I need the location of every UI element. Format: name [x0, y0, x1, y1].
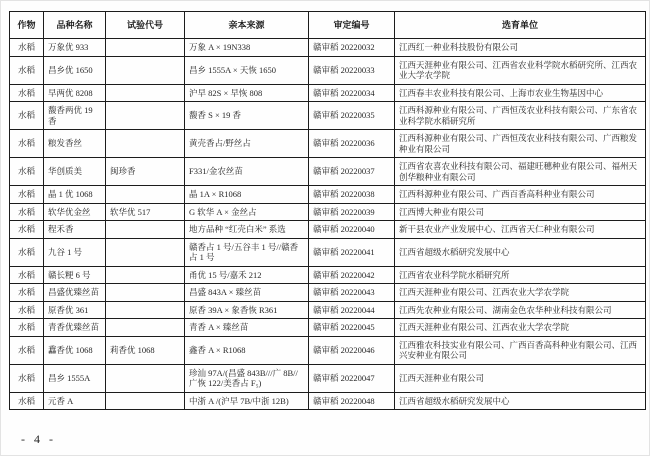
- table-row: [10, 84, 646, 102]
- column-header-parent_source: 亲本来源: [185, 12, 309, 39]
- cell-trial_code: [106, 56, 185, 84]
- table-row: [10, 301, 646, 319]
- cell-parent_source: 沪早 82S × 早恢 808: [185, 84, 309, 102]
- cell-variety: 万象优 933: [44, 39, 106, 57]
- cell-breeder: 江西科源种业有限公司、广西恒茂农业科技有限公司、广西粮发种业有限公司: [395, 130, 646, 158]
- cell-parent_source: 万象 A × 19N338: [185, 39, 309, 57]
- column-header-variety: 品种名称: [44, 12, 106, 39]
- cell-breeder: 江西天涯种业有限公司、江西农业大学农学院: [395, 319, 646, 337]
- cell-breeder: 江西天涯种业有限公司、江西农业大学农学院: [395, 284, 646, 302]
- table-row: [10, 266, 646, 284]
- cell-crop: 水稻: [10, 266, 44, 284]
- cell-approval_no: 赣审稻 20220043: [309, 284, 395, 302]
- cell-trial_code: [106, 301, 185, 319]
- cell-trial_code: [106, 319, 185, 337]
- cell-crop: 水稻: [10, 56, 44, 84]
- cell-parent_source: 赣香占 1 号/五谷丰 1 号//赣香占 1 号: [185, 238, 309, 266]
- cell-approval_no: 赣审稻 20220047: [309, 364, 395, 392]
- cell-crop: 水稻: [10, 39, 44, 57]
- cell-approval_no: 赣审稻 20220046: [309, 336, 395, 364]
- cell-variety: 软华优金丝: [44, 203, 106, 221]
- cell-variety: 昌盛优臻丝苗: [44, 284, 106, 302]
- cell-breeder: 江西红一种业科技股份有限公司: [395, 39, 646, 57]
- cell-breeder: 新干县农业产业发展中心、江西省天仁种业有限公司: [395, 221, 646, 239]
- cell-parent_source: 中浙 A /(沪早 7B/中浙 12B): [185, 392, 309, 410]
- cell-trial_code: [106, 39, 185, 57]
- cell-crop: 水稻: [10, 221, 44, 239]
- cell-approval_no: 赣审稻 20220036: [309, 130, 395, 158]
- cell-trial_code: [106, 186, 185, 204]
- cell-variety: 馫香优 1068: [44, 336, 106, 364]
- cell-crop: 水稻: [10, 364, 44, 392]
- table-header-row: [10, 12, 646, 39]
- cell-breeder: 江西春丰农业科技有限公司、上海市农业生物基因中心: [395, 84, 646, 102]
- cell-parent_source: 昌盛 843A × 臻丝苗: [185, 284, 309, 302]
- cell-crop: 水稻: [10, 158, 44, 186]
- cell-trial_code: [106, 221, 185, 239]
- cell-approval_no: 赣审稻 20220032: [309, 39, 395, 57]
- table-row: [10, 364, 646, 392]
- cell-trial_code: [106, 364, 185, 392]
- cell-variety: 华创质美: [44, 158, 106, 186]
- cell-parent_source: 昌乡 1555A × 天恢 1650: [185, 56, 309, 84]
- cell-crop: 水稻: [10, 84, 44, 102]
- cell-crop: 水稻: [10, 392, 44, 410]
- cell-approval_no: 赣审稻 20220045: [309, 319, 395, 337]
- cell-variety: 元香 A: [44, 392, 106, 410]
- table-row: [10, 158, 646, 186]
- table-row: [10, 56, 646, 84]
- cell-variety: 晶 1 优 1068: [44, 186, 106, 204]
- cell-trial_code: [106, 266, 185, 284]
- table-row: [10, 336, 646, 364]
- cell-breeder: 江西先农种业有限公司、湖南金色农华种业科技有限公司: [395, 301, 646, 319]
- cell-variety: 粮发香丝: [44, 130, 106, 158]
- variety-approval-table: [9, 11, 646, 410]
- page-number: - 4 -: [21, 432, 56, 446]
- cell-breeder: 江西省农业科学院水稻研究所: [395, 266, 646, 284]
- table-row: [10, 203, 646, 221]
- cell-variety: 昌乡 1555A: [44, 364, 106, 392]
- cell-breeder: 江西科源种业有限公司、广西恒茂农业科技有限公司、广东省农业科学院水稻研究所: [395, 102, 646, 130]
- cell-parent_source: 珍汕 97A/(昌盛 843B///广 8B//广恢 122/美香占 F₅): [185, 364, 309, 392]
- cell-crop: 水稻: [10, 238, 44, 266]
- cell-parent_source: 原香 39A × 象香恢 R361: [185, 301, 309, 319]
- cell-trial_code: [106, 284, 185, 302]
- cell-approval_no: 赣审稻 20220048: [309, 392, 395, 410]
- cell-crop: 水稻: [10, 203, 44, 221]
- cell-variety: 原香优 361: [44, 301, 106, 319]
- table-row: [10, 392, 646, 410]
- cell-approval_no: 赣审稻 20220042: [309, 266, 395, 284]
- cell-breeder: 江西雅农科技实业有限公司、广西百香高科种业有限公司、江西兴安种业有限公司: [395, 336, 646, 364]
- cell-approval_no: 赣审稻 20220037: [309, 158, 395, 186]
- table-row: [10, 238, 646, 266]
- cell-crop: 水稻: [10, 284, 44, 302]
- table-row: [10, 130, 646, 158]
- cell-variety: 赣长粳 6 号: [44, 266, 106, 284]
- table-row: [10, 102, 646, 130]
- cell-breeder: 江西天涯种业有限公司: [395, 364, 646, 392]
- cell-approval_no: 赣审稻 20220033: [309, 56, 395, 84]
- cell-crop: 水稻: [10, 186, 44, 204]
- cell-trial_code: 软华优 517: [106, 203, 185, 221]
- table-row: [10, 319, 646, 337]
- cell-approval_no: 赣审稻 20220041: [309, 238, 395, 266]
- cell-variety: 程禾香: [44, 221, 106, 239]
- cell-breeder: 江西博大种业有限公司: [395, 203, 646, 221]
- cell-approval_no: 赣审稻 20220040: [309, 221, 395, 239]
- column-header-trial_code: 试验代号: [106, 12, 185, 39]
- cell-crop: 水稻: [10, 336, 44, 364]
- cell-approval_no: 赣审稻 20220035: [309, 102, 395, 130]
- cell-trial_code: [106, 130, 185, 158]
- cell-breeder: 江西天涯种业有限公司、江西省农业科学院水稻研究所、江西农业大学农学院: [395, 56, 646, 84]
- cell-breeder: 江西科源种业有限公司、广西百香高科种业有限公司: [395, 186, 646, 204]
- cell-variety: 早两优 8208: [44, 84, 106, 102]
- cell-parent_source: F331/金农丝苗: [185, 158, 309, 186]
- cell-variety: 青香优臻丝苗: [44, 319, 106, 337]
- column-header-approval_no: 审定编号: [309, 12, 395, 39]
- cell-parent_source: 地方品种 “红壳白米” 系选: [185, 221, 309, 239]
- table-row: [10, 186, 646, 204]
- cell-breeder: 江西省农喜农业科技有限公司、福建旺穗种业有限公司、福州天创华粮种业有限公司: [395, 158, 646, 186]
- cell-variety: 昌乡优 1650: [44, 56, 106, 84]
- cell-variety: 九谷 1 号: [44, 238, 106, 266]
- cell-trial_code: 莉香优 1068: [106, 336, 185, 364]
- cell-trial_code: [106, 84, 185, 102]
- cell-crop: 水稻: [10, 130, 44, 158]
- cell-parent_source: 黄壳香占/野丝占: [185, 130, 309, 158]
- cell-crop: 水稻: [10, 102, 44, 130]
- cell-crop: 水稻: [10, 301, 44, 319]
- table-row: [10, 39, 646, 57]
- cell-parent_source: 晶 1A × R1068: [185, 186, 309, 204]
- cell-parent_source: 青香 A × 臻丝苗: [185, 319, 309, 337]
- cell-approval_no: 赣审稻 20220044: [309, 301, 395, 319]
- cell-parent_source: 馥香 S × 19 香: [185, 102, 309, 130]
- cell-trial_code: [106, 238, 185, 266]
- cell-crop: 水稻: [10, 319, 44, 337]
- cell-parent_source: 甬优 15 号/嘉禾 212: [185, 266, 309, 284]
- cell-breeder: 江西省超级水稻研究发展中心: [395, 238, 646, 266]
- cell-trial_code: [106, 392, 185, 410]
- cell-parent_source: G 软华 A × 金丝占: [185, 203, 309, 221]
- cell-breeder: 江西省超级水稻研究发展中心: [395, 392, 646, 410]
- cell-approval_no: 赣审稻 20220034: [309, 84, 395, 102]
- cell-parent_source: 鑫香 A × R1068: [185, 336, 309, 364]
- cell-trial_code: [106, 102, 185, 130]
- cell-approval_no: 赣审稻 20220039: [309, 203, 395, 221]
- table-row: [10, 221, 646, 239]
- cell-approval_no: 赣审稻 20220038: [309, 186, 395, 204]
- column-header-breeder: 选育单位: [395, 12, 646, 39]
- column-header-crop: 作物: [10, 12, 44, 39]
- cell-trial_code: 闽珍香: [106, 158, 185, 186]
- table-row: [10, 284, 646, 302]
- cell-variety: 馥香两优 19 香: [44, 102, 106, 130]
